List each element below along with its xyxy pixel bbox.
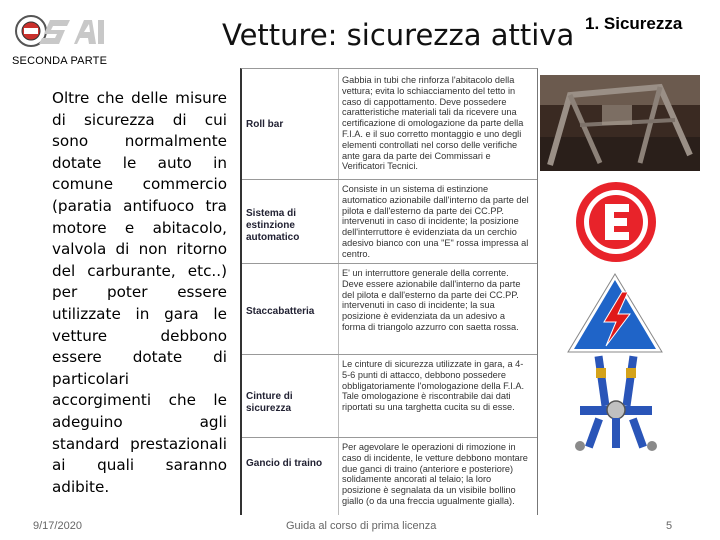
page-number: 5 xyxy=(666,520,673,532)
intro-paragraph: Oltre che delle misure di sicurezza di cui sono normalmente dotate le auto in comune commercio (paratia antifuoco tra motore e abitacolo, valvola di non ritorno del carburante, etc..) per poter essere utilizzate in gara le vetture debbono essere dotate di particolari accorgimenti che le adeguino agli standard prestazionali ai quali saranno adibite. xyxy=(52,89,227,496)
seatbelts-photo xyxy=(570,354,662,454)
row-label-seatbelts: Cinture di sicurezza xyxy=(246,391,293,414)
section-subtitle: SECONDA PARTE xyxy=(12,55,108,67)
table-row xyxy=(242,69,537,180)
page-title: Vetture: sicurezza attiva xyxy=(222,18,575,52)
row-label-rollbar: Roll bar xyxy=(246,119,284,130)
battery-triangle-icon xyxy=(566,272,664,354)
row-desc-battery: E' un interruttore generale della corrente. Deve essere azionabile dall'interno da parte del pilota e dall'esterno da parte dei CC.PP. intervenuti in caso di incidente; la sua posizione è evidenziata da un adesivo a forma di triangolo azzurro con saetta rossa. xyxy=(342,268,521,332)
row-desc-extinguisher: Consiste in un sistema di estinzione automatico azionabile dall'interno da parte del pilota e dall'esterno da parte dei CC.PP. intervenuti in caso di incidente; la posizione dell'interruttore è evidenziata da un cerchio adesivo bianco con una "E" rossa impressa al centro. xyxy=(342,184,529,259)
row-desc-seatbelts: Le cinture di sicurezza utilizzate in gara, a 4-5-6 punti di attacco, debbono possedere obbligatoriamente l'omologazione della F.I.A. Tale omologazione è riscontrabile dai dati riportati su una targhetta cucita su di esse. xyxy=(342,359,525,413)
footer-title: Guida al corso di prima licenza xyxy=(286,520,437,532)
rollbar-photo xyxy=(540,75,700,171)
row-label-battery: Staccabatteria xyxy=(246,306,315,317)
extinguisher-e-icon xyxy=(574,180,658,264)
row-desc-tow-hook: Per agevolare le operazioni di rimozione in caso di incidente, le vetture debbono montare due ganci di traino (anteriore e posteriore) solidamente ancorati al telaio; la loro posizione è segnalata da un visibile bollino giallo (o da una freccia ugualmente gialla). xyxy=(342,442,528,506)
table-row xyxy=(242,438,537,515)
table-row xyxy=(242,264,537,355)
table-row xyxy=(242,355,537,438)
section-title: 1. Sicurezza xyxy=(585,14,683,33)
row-label-extinguisher: Sistema di estinzione automatico xyxy=(246,208,300,243)
footer-date: 9/17/2020 xyxy=(33,520,82,532)
safety-table xyxy=(240,68,538,515)
row-label-tow-hook: Gancio di traino xyxy=(246,458,323,469)
csai-logo xyxy=(14,12,106,50)
row-desc-rollbar: Gabbia in tubi che rinforza l'abitacolo della vettura; evita lo schiacciamento del tetto in caso di cappottamento. Deve possedere caratteristiche materiali tali da ricevere una certificazione di omologazione da parte della F.I.A. e il suo corretto montaggio e uno degli elementi controllati nel corso delle verifiche ante gara da parte dei Commissari e Verificatori Tecnici. xyxy=(342,75,524,172)
table-row xyxy=(242,180,537,264)
